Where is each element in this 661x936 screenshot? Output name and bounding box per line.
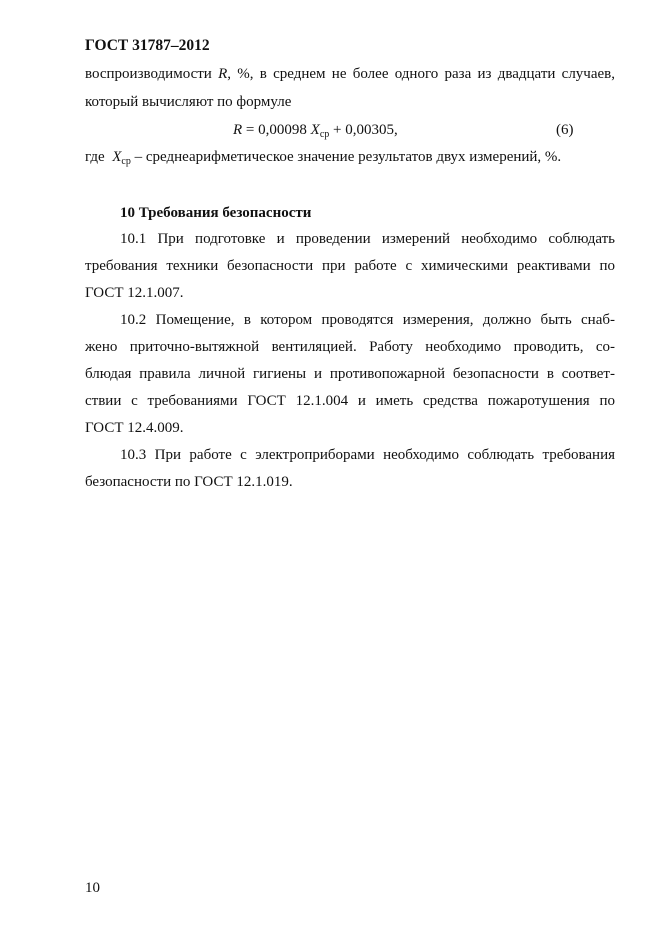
clause-10-3-line: безопасности по ГОСТ 12.1.019. (85, 474, 293, 490)
clause-10-2-line: ГОСТ 12.4.009. (85, 420, 184, 436)
intro-line-1: воспроизводимости R, %, в среднем не более одного раза из двадцати случаев, (85, 66, 615, 82)
clause-10-3-line: 10.3 При работе с электроприборами необходимо соблюдать требования (120, 447, 615, 463)
clause-10-2-line: 10.2 Помещение, в котором проводятся измерения, должно быть снаб- (120, 312, 615, 328)
clause-10-2-line: ствии с требованиями ГОСТ 12.1.004 и иметь средства пожаротушения по (85, 393, 615, 409)
where-clause: где $X_{ср}$ – среднеарифметическое значение результатов двух измерений, %. (85, 149, 562, 167)
section-title: 10 Требования безопасности (120, 205, 312, 221)
formula-6: R = 0,00098 $X_{ср} + 0,00305$, (233, 122, 398, 140)
equation-number: (6) (556, 122, 574, 138)
document-header: ГОСТ 31787–2012 (85, 37, 210, 54)
clause-10-2-line: жено приточно-вытяжной вентиляцией. Работу необходимо проводить, со- (85, 339, 615, 355)
page-number: 10 (85, 880, 100, 896)
intro-line-2: который вычисляют по формуле (85, 94, 292, 110)
clause-10-1-line: требования техники безопасности при работе с химическими реактивами по (85, 258, 615, 274)
clause-10-1-line: ГОСТ 12.1.007. (85, 285, 184, 301)
clause-10-1-line: 10.1 При подготовке и проведении измерений необходимо соблюдать (120, 231, 615, 247)
clause-10-2-line: блюдая правила личной гигиены и противопожарной безопасности в соответ- (85, 366, 615, 382)
